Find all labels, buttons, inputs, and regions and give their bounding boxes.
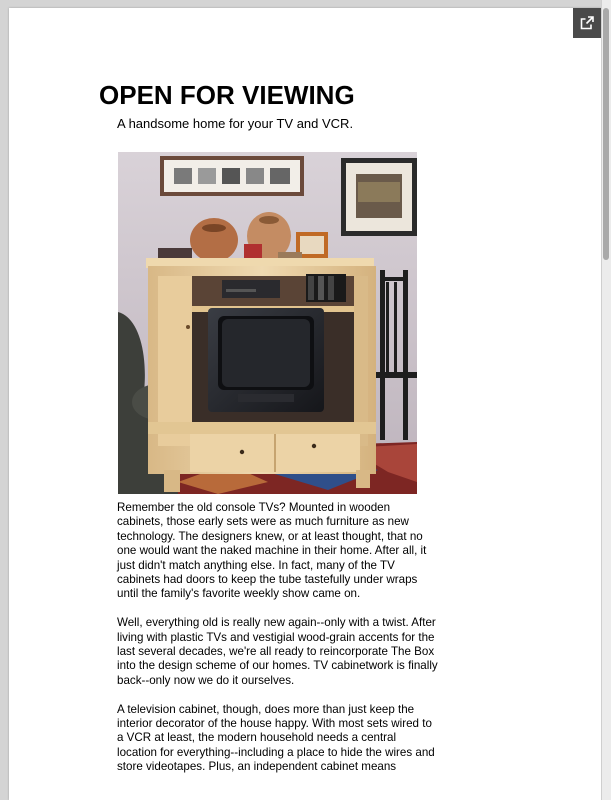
article-paragraph-1: Remember the old console TVs? Mounted in wooden cabinets, those early sets were as much furniture as new technology. The designers knew, or at least thought, that no one would want the naked machine in their home. After all, it just didn't match anything else. In fact, many of the TV cabinets had doors to keep the tube tastefully under wraps until the family's favorite weekly show came on. <box>117 501 427 601</box>
article-body <box>117 501 439 789</box>
open-in-new-button[interactable] <box>573 8 601 38</box>
tv-cabinet-photo <box>118 152 417 494</box>
article-paragraph-3: A television cabinet, though, does more than just keep the interior decorator of the house happy. With most sets wired to a VCR at least, the modern household needs a central location for everything--including a place to hide the wires and store videotapes. Plus, an independent cabinet means <box>117 702 435 774</box>
scrollbar-thumb[interactable] <box>603 8 609 260</box>
open-in-new-icon <box>580 16 594 30</box>
article-paragraph-2: Well, everything old is really new again--only with a twist. After living with plastic TVs and vestigial wood-grain accents for the last several decades, we're all ready to reincorporate The Box into the design scheme of our homes. TV cabinetwork is finally back--only now we do it ourselves. <box>117 616 438 687</box>
document-page <box>9 8 601 800</box>
page-subtitle: A handsome home for your TV and VCR. <box>117 116 354 131</box>
viewer-top-bar <box>0 0 611 8</box>
page-title: OPEN FOR VIEWING <box>99 80 355 110</box>
